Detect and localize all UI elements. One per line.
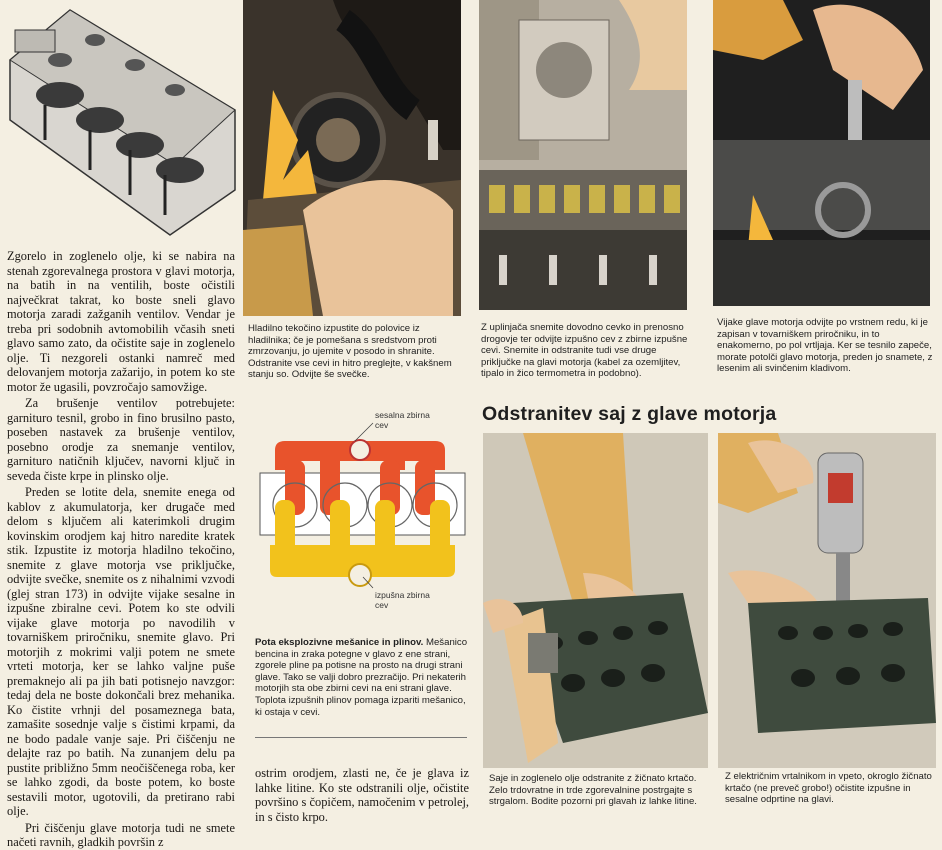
photo-wire-brush [483,433,708,768]
photo-carburetor [479,0,687,310]
paragraph-1: Zgorelo in zoglenelo olje, ki se nabira na stenah zgorevalnega prostora v glavi motorja, na batih in na ventilih, boste očistili največkrat takrat, ko boste sneli glavo motorja zaradi zažganih ventilov. Vendar je treba pri sodobnih avtomobilih včasih sneti glavo samo zato, da očistite saje in zoglenelo olje. Ti nezgoreli ostanki namreč med delovanjem motorja zažarijo, in potem ko ste motor že ugasili, povzročajo samovžige. [7,249,235,394]
label-exhaust-manifold: izpušna zbirna cev [375,590,430,610]
divider [255,737,467,738]
caption-photo-3: Vijake glave motorja odvijte po vrstnem redu, ki je zapisan v tovarniškem priročniku, in to enakomerno, po pol vrtljaja. Ker se tesnilo zapeče, morate potolči glavo motorja, preden jo snamete, z lesenim ali svinčenim kladivom. [717,317,933,375]
caption-photo-2: Z uplinjača snemite dovodno cevko in prenosno drogovje ter odvijte izpušno cev z zbirne izpušne cevi. Snemite in odstranite tudi vse druge priključke na glavi motorja (kabel za ozemljitev, tipalo in žico termometra in podobno). [481,322,688,380]
diagram-caption-title: Pota eksplozivne mešanice in plinov. [255,637,424,648]
paragraph-3: Preden se lotite dela, snemite enega od kablov z akumulatorja, ker drugače med delom s ključem ali katerimkoli drugim kovinskim orodjem kaj hitro naredite kratek stik. Izpustite iz motorja hladilno tekočino, snemite z glave motorja vse priključke, odvijte svečke, snemite os z nihalnimi vzvodi (glej stran 173) in odvijte vijake sesalne in izpušne zbiralne cevi. Potem ko ste odvili vijake glave motorja po navodilih v tovarniškem priročniku, snemite glavo. Pri motorjih z mokrimi valji potem ne smete vrteti motorja, ker se lahko valjne puše premaknejo ali pa jih bati potisnejo navzgor: tedaj dela ne boste dokončali brez mehanika. Ko čistite vrhnji del posameznega bata, zamašite sosednje valje s čistimi krpami, da ne bodo padale vanje saje. Pri čiščenju ne delajte raz po batih. Na zunanjem delu pa pustite približno 5mm neočiščenega roba, ker se lahko zgodi, da boste potem, ko boste sestavili motor, ugotovili, da pretirano rabi olje. [7,485,235,818]
caption-photo-5: Z električnim vrtalnikom in vpeto, okroglo žičnato krtačo (ne preveč grobo!) očistite izpušne in sesalne odprtine na glavi. [725,771,932,806]
diagram-caption [255,637,469,718]
paragraph-4: Pri čiščenju glave motorja tudi ne smete načeti ravnih, gladkih površin z [7,820,235,849]
manifold-diagram [255,405,470,620]
caption-photo-1: Hladilno tekočino izpustite do polovice iz hladilnika; če je pomešana s sredstvom proti zmrzovanju, jo ujemite v posodo in shranite. Odstranite vse cevi in hitro preglejte, v kakšnem stanju so. Odvijte še svečke. [248,323,452,381]
left-column-text [7,249,235,849]
photo-head-bolts [713,0,930,306]
section-heading: Odstranitev saj z glave motorja [482,403,777,425]
middle-continuation-text: ostrim orodjem, zlasti ne, če je glava iz lahke litine. Ko ste odstranili olje, očistite površino s čopičem, namočenim v petrolej, in s čisto krpo. [255,766,469,824]
diagram-caption-body: Mešanico bencina in zraka potegne v glavo z ene strani, zgorele pline pa potisne na prosto na drugi strani glave. Tako se valji dobro prezračijo. Pri nekaterih motorjih sta obe zbirni cevi na eni strani glave. Toplota izpušnih plinov pomaga izpariti mešanico, ki ostaja v cevi. [255,637,468,718]
photo-drill-brush [718,433,936,768]
label-intake-manifold: sesalna zbirna cev [375,410,430,430]
cylinder-head-illustration [0,0,238,240]
paragraph-2: Za brušenje ventilov potrebujete: garnituro tesnil, grobo in fino brusilno pasto, poseben nastavek za brušenje ventilov, posebno orodje za snemanje ventilov, garnituro natičnih ključev, navorni ključ in seveda čiste krpe in plinsko olje. [7,396,235,483]
photo-radiator-hoses [243,0,461,316]
caption-photo-4: Saje in zoglenelo olje odstranite z žičnato krtačo. Zelo trdovratne in trde zgorevalnine postrgajte s strgalom. Bodite pozorni pri glavah iz lahke litine. [489,773,697,808]
